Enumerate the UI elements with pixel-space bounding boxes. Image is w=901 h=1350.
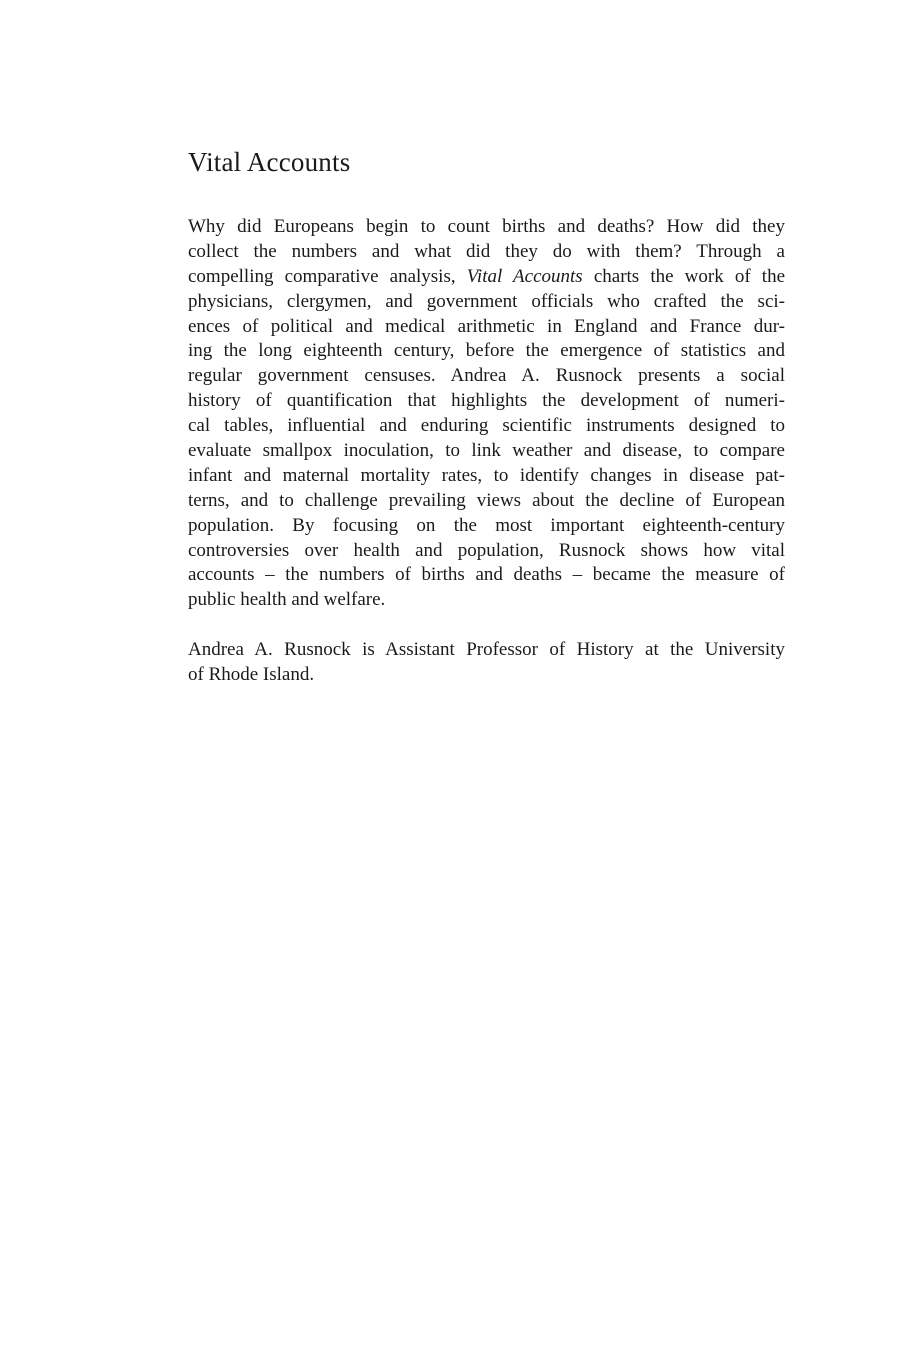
description-line: collect the numbers and what did they do with them? Through a [188,240,785,262]
description-line: public health and welfare. [188,589,386,611]
description-line: cal tables, influential and enduring scientific instruments designed to [188,415,785,437]
description-line: regular government censuses. Andrea A. Rusnock presents a social [188,365,785,387]
description-paragraph [188,215,785,613]
description-line [188,265,785,290]
author-bio-line: of Rhode Island. [188,663,315,685]
page-title: Vital Accounts [188,147,351,177]
description-line: terns, and to challenge prevailing views about the decline of European [188,489,785,511]
description-line-text: compelling comparative analysis, [188,265,467,287]
book-title-italic: Vital Accounts [466,265,583,287]
description-line: history of quantification that highlights the development of numeri- [188,390,785,412]
description-line: controversies over health and population, Rusnock shows how vital [188,539,785,561]
description-line: Why did Europeans begin to count births and deaths? How did they [188,216,785,237]
description-line-text: charts the work of the [582,265,786,287]
author-bio-paragraph [188,638,785,688]
description-line: evaluate smallpox inoculation, to link weather and disease, to compare [188,440,785,462]
description-line: physicians, clergymen, and government officials who crafted the sci- [188,290,785,312]
description-line: population. By focusing on the most important eighteenth-century [188,514,785,536]
description-line: ences of political and medical arithmetic in England and France dur- [188,315,785,337]
description-line: ing the long eighteenth century, before the emergence of statistics and [188,340,785,362]
author-bio-line: Andrea A. Rusnock is Assistant Professor of History at the University [188,639,785,660]
description-line: infant and maternal mortality rates, to identify changes in disease pat- [188,464,785,486]
description-line: accounts – the numbers of births and deaths – became the measure of [188,564,785,586]
